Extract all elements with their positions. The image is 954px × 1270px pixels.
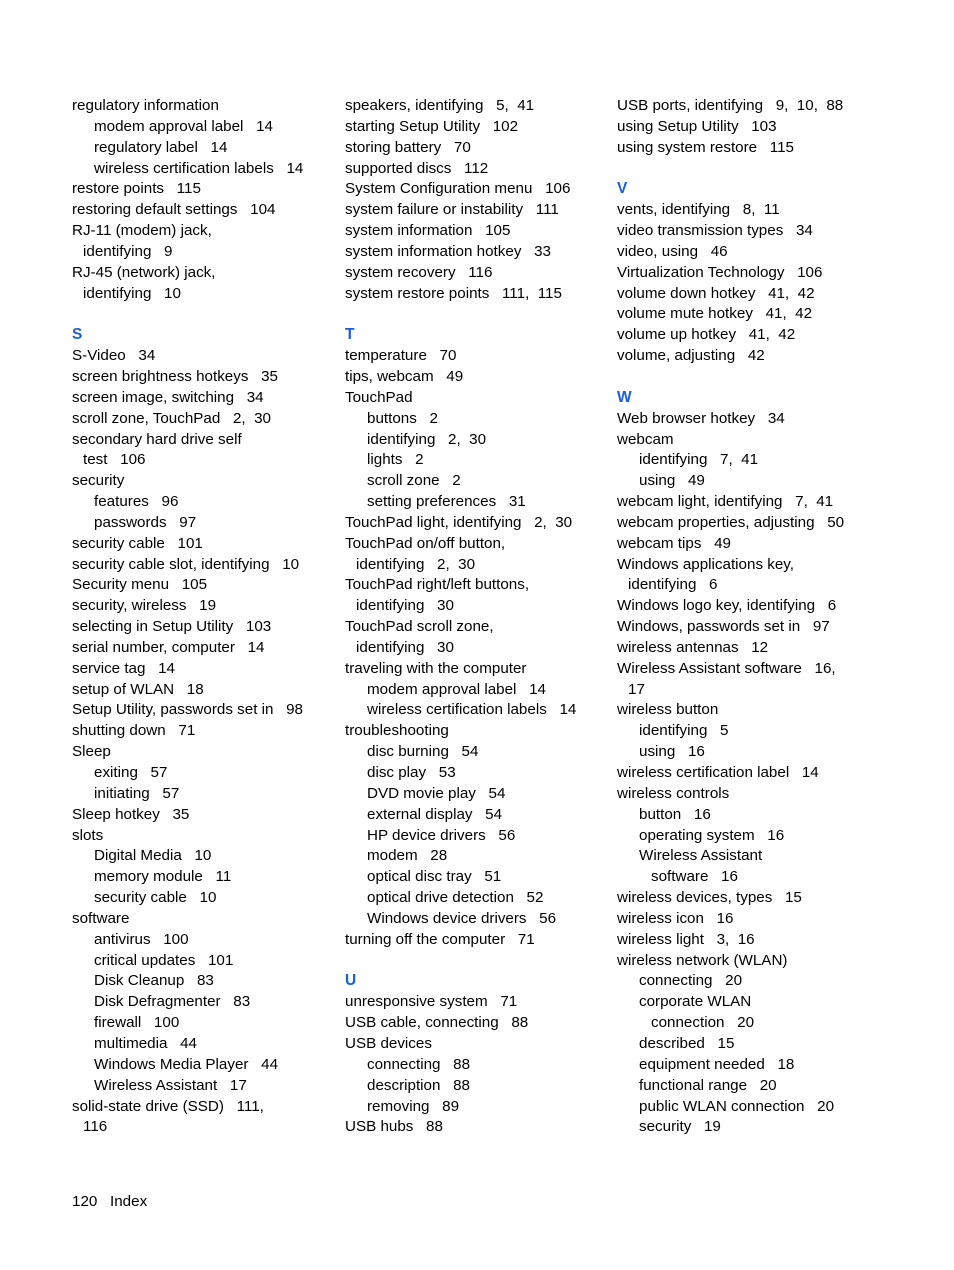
index-subentry: equipment needed 18 <box>639 1055 795 1073</box>
index-entry: Wireless Assistant software 16, <box>617 659 836 677</box>
index-subentry: critical updates 101 <box>94 951 234 969</box>
index-subentry: Windows Media Player 44 <box>94 1055 279 1073</box>
index-entry: vents, identifying 8, 11 <box>617 201 780 219</box>
index-column-3 <box>617 96 879 1138</box>
index-entry: USB hubs 88 <box>345 1118 443 1136</box>
index-entry: unresponsive system 71 <box>345 993 518 1011</box>
section-name: Index <box>110 1193 148 1210</box>
page-number: 120 <box>72 1193 98 1210</box>
index-subentry: external display 54 <box>367 805 503 823</box>
index-entry: Sleep <box>72 743 111 761</box>
index-entry: wireless icon 16 <box>617 909 734 927</box>
index-subentry: description 88 <box>367 1076 470 1094</box>
index-entry: software <box>72 909 130 927</box>
index-entry: secondary hard drive self <box>72 430 242 448</box>
index-entry: scroll zone, TouchPad 2, 30 <box>72 409 271 427</box>
index-entry: screen image, switching 34 <box>72 388 264 406</box>
index-entry: slots <box>72 826 104 844</box>
index-subentry: scroll zone 2 <box>367 472 461 490</box>
index-entry: USB cable, connecting 88 <box>345 1014 529 1032</box>
index-subentry: features 96 <box>94 493 179 511</box>
index-subentry: Wireless Assistant <box>639 847 763 865</box>
index-subentry: Disk Defragmenter 83 <box>94 993 251 1011</box>
index-subentry: passwords 97 <box>94 513 197 531</box>
index-subentry: DVD movie play 54 <box>367 784 506 802</box>
index-subentry: modem approval label 14 <box>94 117 273 135</box>
index-column-1 <box>72 96 334 1138</box>
index-subentry: using 16 <box>639 743 705 761</box>
index-letter-heading: S <box>72 326 83 344</box>
index-entry: starting Setup Utility 102 <box>345 117 519 135</box>
index-entry: using Setup Utility 103 <box>617 117 777 135</box>
index-entry: wireless certification label 14 <box>617 764 819 781</box>
index-entry: system information 105 <box>345 222 511 240</box>
index-subentry: security 19 <box>639 1118 721 1136</box>
index-entry: shutting down 71 <box>72 722 196 740</box>
index-entry: solid-state drive (SSD) 111, <box>72 1097 264 1115</box>
index-entry: wireless button <box>617 701 719 719</box>
index-entry-continuation: identifying 30 <box>356 638 454 656</box>
index-subentry: buttons 2 <box>367 409 438 427</box>
index-subentry: modem approval label 14 <box>367 680 546 698</box>
index-entry: wireless light 3, 16 <box>617 930 755 948</box>
index-entry: video transmission types 34 <box>617 222 813 240</box>
index-entry: volume mute hotkey 41, 42 <box>617 305 813 323</box>
index-subentry: security cable 10 <box>94 889 217 907</box>
index-subentry: corporate WLAN <box>639 993 752 1011</box>
index-subentry: antivirus 100 <box>94 930 189 948</box>
index-entry: regulatory information <box>72 97 219 114</box>
index-entry-continuation: 116 <box>83 1118 108 1136</box>
index-entry: webcam properties, adjusting 50 <box>617 513 845 531</box>
index-entry: RJ-45 (network) jack, <box>72 263 216 281</box>
index-entry: volume, adjusting 42 <box>617 347 765 365</box>
index-subentry: Wireless Assistant 17 <box>94 1076 247 1094</box>
index-entry-continuation: test 106 <box>83 451 146 469</box>
index-entry: Windows applications key, <box>617 555 794 573</box>
index-subentry: disc play 53 <box>367 764 456 781</box>
index-entry: volume down hotkey 41, 42 <box>617 284 815 302</box>
index-entry: webcam tips 49 <box>617 534 731 552</box>
index-entry: Web browser hotkey 34 <box>617 409 785 427</box>
index-entry: restoring default settings 104 <box>72 201 276 219</box>
index-entry: RJ-11 (modem) jack, <box>72 222 212 240</box>
index-subentry: wireless certification labels 14 <box>367 701 577 719</box>
index-entry: wireless network (WLAN) <box>617 951 788 969</box>
index-entry: Security menu 105 <box>72 576 208 594</box>
index-letter-heading: T <box>345 326 355 344</box>
index-entry: service tag 14 <box>72 659 175 677</box>
index-subentry: firewall 100 <box>94 1014 180 1032</box>
index-entry: tips, webcam 49 <box>345 367 464 385</box>
index-entry: system information hotkey 33 <box>345 242 551 260</box>
index-entry: webcam <box>617 430 674 448</box>
index-entry: screen brightness hotkeys 35 <box>72 367 278 385</box>
index-entry: S-Video 34 <box>72 347 156 365</box>
index-entry: troubleshooting <box>345 722 449 740</box>
index-subentry: operating system 16 <box>639 826 785 844</box>
index-letter-heading: W <box>617 388 632 406</box>
index-subentry: optical disc tray 51 <box>367 868 502 886</box>
index-subentry: lights 2 <box>367 451 424 469</box>
index-letter-heading: V <box>617 180 628 198</box>
index-entry: Windows logo key, identifying 6 <box>617 597 837 615</box>
index-subentry: removing 89 <box>367 1097 460 1115</box>
index-entry: turning off the computer 71 <box>345 930 535 948</box>
index-subentry: exiting 57 <box>94 764 168 781</box>
index-entry: USB devices <box>345 1034 432 1052</box>
index-entry: wireless devices, types 15 <box>617 889 802 907</box>
index-subentry: modem 28 <box>367 847 448 865</box>
index-subentry: optical drive detection 52 <box>367 889 544 907</box>
index-entry: TouchPad <box>345 388 413 406</box>
index-column-2 <box>345 96 607 1138</box>
index-entry-continuation: identifying 10 <box>83 284 181 302</box>
index-entry: traveling with the computer <box>345 659 527 677</box>
index-subentry: regulatory label 14 <box>94 138 228 156</box>
index-entry: webcam light, identifying 7, 41 <box>617 493 834 511</box>
index-subentry: public WLAN connection 20 <box>639 1097 835 1115</box>
index-entry: system restore points 111, 115 <box>345 284 562 302</box>
index-subentry: wireless certification labels 14 <box>94 159 304 177</box>
index-subentry: Digital Media 10 <box>94 847 212 865</box>
index-entry: serial number, computer 14 <box>72 638 265 656</box>
index-subentry: initiating 57 <box>94 784 180 802</box>
index-entry-continuation: identifying 9 <box>83 242 173 260</box>
index-subentry: Windows device drivers 56 <box>367 909 557 927</box>
index-subentry: memory module 11 <box>94 868 232 886</box>
index-subentry: multimedia 44 <box>94 1034 197 1052</box>
index-entry: Sleep hotkey 35 <box>72 805 190 823</box>
index-subentry: functional range 20 <box>639 1076 777 1094</box>
index-subentry: connecting 88 <box>367 1055 471 1073</box>
index-subentry: HP device drivers 56 <box>367 826 516 844</box>
index-entry: supported discs 112 <box>345 159 489 177</box>
index-entry: restore points 115 <box>72 180 201 198</box>
index-subentry: Disk Cleanup 83 <box>94 972 214 990</box>
index-entry: TouchPad scroll zone, <box>345 618 494 636</box>
index-subentry: identifying 2, 30 <box>367 430 487 448</box>
index-entry: Virtualization Technology 106 <box>617 263 823 281</box>
index-entry-continuation: connection 20 <box>651 1014 755 1032</box>
index-entry-continuation: 17 <box>628 680 645 698</box>
index-entry: Windows, passwords set in 97 <box>617 618 830 636</box>
index-entry-continuation: identifying 6 <box>628 576 718 594</box>
index-entry: speakers, identifying 5, 41 <box>345 97 535 114</box>
index-entry: wireless controls <box>617 784 730 802</box>
index-entry-continuation: identifying 2, 30 <box>356 555 476 573</box>
index-entry: security, wireless 19 <box>72 597 217 615</box>
index-entry: system recovery 116 <box>345 263 493 281</box>
index-subentry: button 16 <box>639 805 711 823</box>
index-entry: setup of WLAN 18 <box>72 680 204 698</box>
index-entry: security cable slot, identifying 10 <box>72 555 300 573</box>
index-entry: security cable 101 <box>72 534 203 552</box>
index-entry: TouchPad light, identifying 2, 30 <box>345 513 573 531</box>
index-entry: storing battery 70 <box>345 138 471 156</box>
index-entry: video, using 46 <box>617 242 728 260</box>
index-subentry: described 15 <box>639 1034 735 1052</box>
index-subentry: identifying 5 <box>639 722 729 740</box>
index-subentry: using 49 <box>639 472 705 490</box>
index-entry: Setup Utility, passwords set in 98 <box>72 701 304 719</box>
index-subentry: identifying 7, 41 <box>639 451 759 469</box>
index-subentry: disc burning 54 <box>367 743 479 761</box>
index-entry: System Configuration menu 106 <box>345 180 571 198</box>
index-subentry: connecting 20 <box>639 972 743 990</box>
index-entry: USB ports, identifying 9, 10, 88 <box>617 97 844 114</box>
index-entry: selecting in Setup Utility 103 <box>72 618 272 636</box>
index-entry: wireless antennas 12 <box>617 638 769 656</box>
index-entry: volume up hotkey 41, 42 <box>617 326 796 344</box>
index-entry: system failure or instability 111 <box>345 201 559 219</box>
index-letter-heading: U <box>345 972 357 990</box>
index-entry-continuation: software 16 <box>651 868 738 886</box>
index-entry: temperature 70 <box>345 347 457 365</box>
index-entry: using system restore 115 <box>617 138 794 156</box>
page-footer <box>72 1192 147 1212</box>
index-entry: security <box>72 472 125 490</box>
index-entry: TouchPad right/left buttons, <box>345 576 530 594</box>
index-subentry: setting preferences 31 <box>367 493 526 511</box>
index-entry: TouchPad on/off button, <box>345 534 506 552</box>
index-entry-continuation: identifying 30 <box>356 597 454 615</box>
